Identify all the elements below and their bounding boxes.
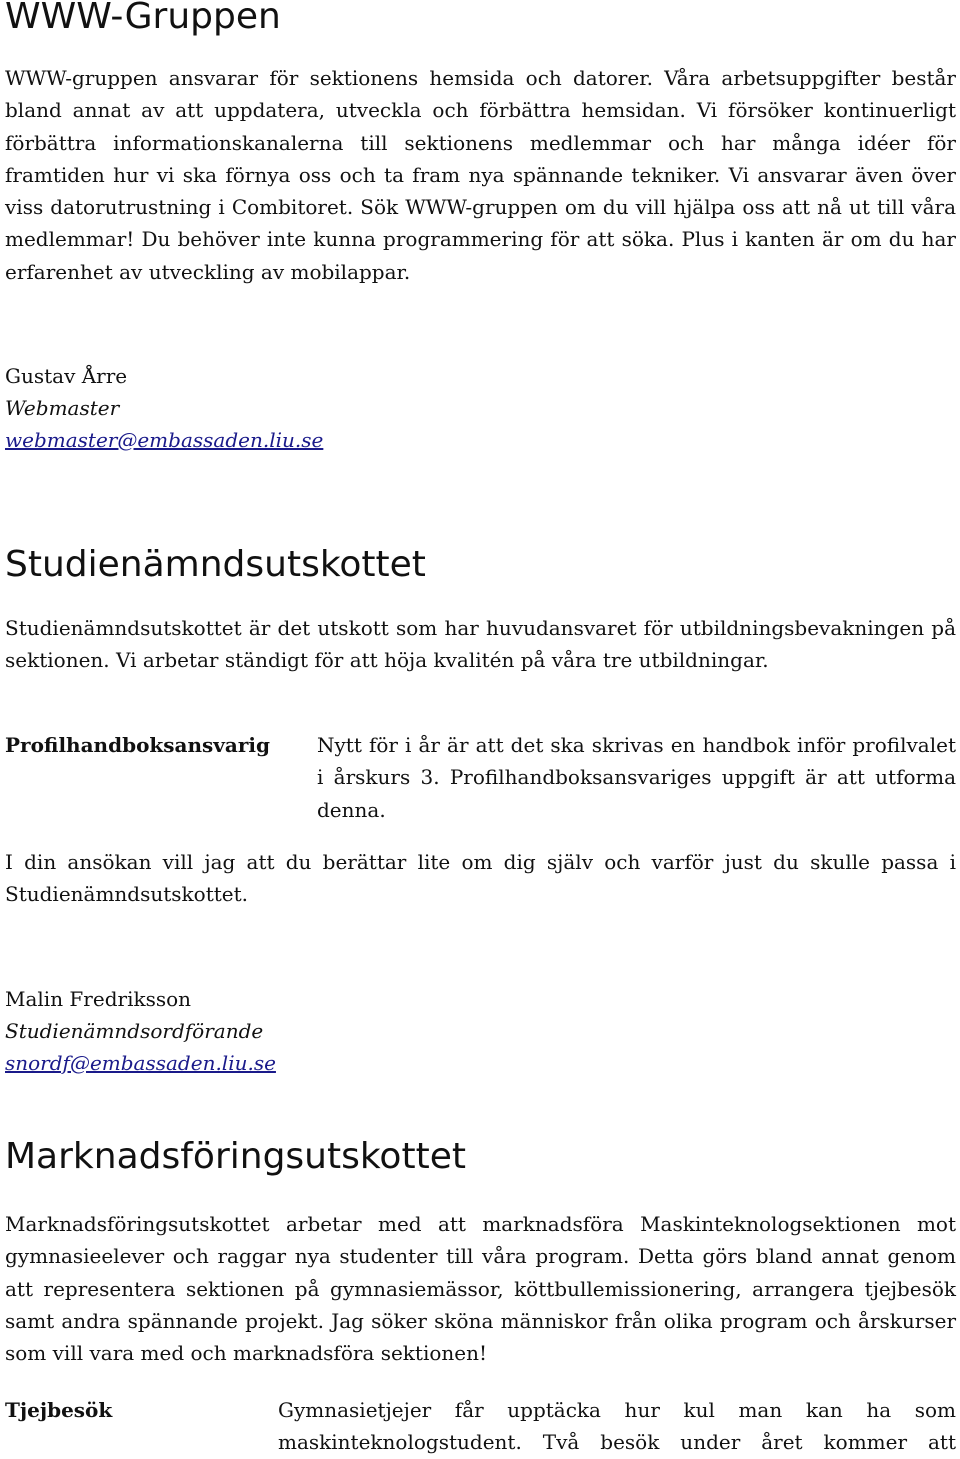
position-description: Nytt för i år är att det ska skrivas en handbok inför profilvalet i årskurs 3. Profilhandboksansvariges uppgift är att utforma denna. bbox=[317, 733, 956, 822]
position-description: Gymnasietjejer får upptäcka hur kul man kan ha som maskinteknologstudent. Två besök under året kommer att bbox=[278, 1398, 956, 1455]
section-title-marknad: Marknadsföringsutskottet bbox=[5, 1136, 466, 1177]
contact-name: Malin Fredriksson bbox=[5, 987, 192, 1011]
position-row-tjejbesok bbox=[5, 1394, 956, 1459]
section-body-studie: Studienämndsutskottet är det utskott som har huvudansvaret för utbildningsbevakningen på sektionen. Vi arbetar ständigt för att höja kvalitén på våra tre utbildningar. bbox=[5, 616, 956, 673]
position-row-profilhandbok bbox=[5, 729, 956, 826]
contact-name: Gustav Årre bbox=[5, 364, 128, 388]
contact-block-studie bbox=[5, 983, 956, 1079]
contact-email-link[interactable]: snordf@embassaden.liu.se bbox=[5, 1051, 276, 1075]
section-body-marknad: Marknadsföringsutskottet arbetar med att marknadsföra Maskinteknologsektionen mot gymnasieelever och raggar nya studenter till våra program. Detta görs bland annat genom att representera sektionen på gymnasiemässor, köttbullemissionering, arrangera tjejbesök samt andra spännande projekt. Jag söker sköna människor från olika program och årskurser som vill vara med och marknadsföra sektionen! bbox=[5, 1212, 956, 1366]
position-name: Profilhandboksansvarig bbox=[5, 733, 270, 757]
application-note: I din ansökan vill jag att du berättar lite om dig själv och varför just du skulle passa i Studienämndsutskottet. bbox=[5, 850, 956, 907]
position-name: Tjejbesök bbox=[5, 1398, 113, 1422]
contact-role: Webmaster bbox=[5, 396, 120, 420]
contact-email-link[interactable]: webmaster@embassaden.liu.se bbox=[5, 428, 324, 452]
contact-block-www bbox=[5, 360, 956, 456]
section-title-www: WWW-Gruppen bbox=[5, 0, 281, 37]
section-body-www: WWW-gruppen ansvarar för sektionens hemsida och datorer. Våra arbetsuppgifter består bland annat av att uppdatera, utveckla och förbättra hemsidan. Vi försöker kontinuerligt förbättra informationskanalerna till sektionens medlemmar och har många idéer för framtiden hur vi ska förnya oss och ta fram nya spännande tekniker. Vi ansvarar även över viss datorutrustning i Combitoret. Sök WWW-gruppen om du vill hjälpa oss att nå ut till våra medlemmar! Du behöver inte kunna programmering för att söka. Plus i kanten är om du har erfarenhet av utveckling av mobilappar. bbox=[5, 66, 956, 284]
contact-role: Studienämndsordförande bbox=[5, 1019, 264, 1043]
section-title-studie: Studienämndsutskottet bbox=[5, 544, 426, 585]
